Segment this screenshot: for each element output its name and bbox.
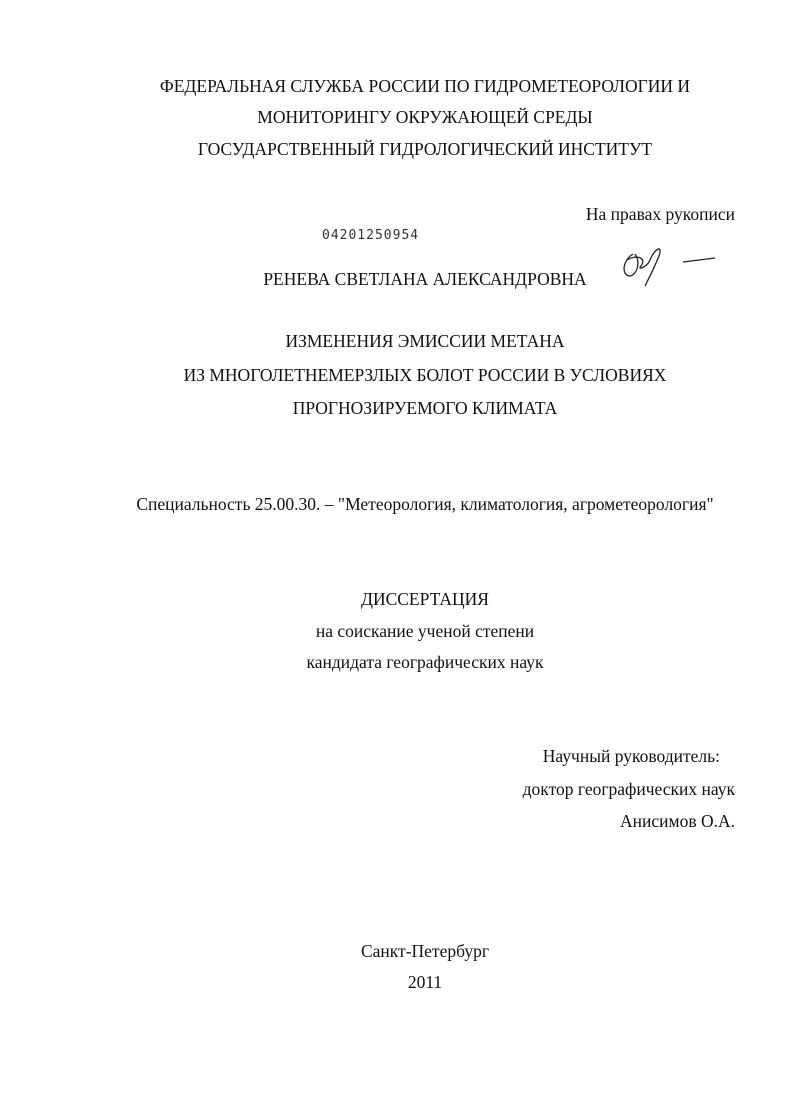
title-line-3: ПРОГНОЗИРУЕМОГО КЛИМАТА — [292, 398, 558, 418]
supervisor-name: Анисимов О.А. — [620, 811, 735, 831]
degree-line-2: на соискание ученой степени — [315, 621, 535, 641]
manuscript-note: На правах рукописи — [585, 204, 735, 224]
author-name: РЕНЕВА СВЕТЛАНА АЛЕКСАНДРОВНА — [263, 269, 587, 289]
supervisor-label: Научный руководитель: — [542, 746, 720, 766]
year: 2011 — [407, 972, 443, 992]
title-line-2: ИЗ МНОГОЛЕТНЕМЕРЗЛЫХ БОЛОТ РОССИИ В УСЛОВИЯХ — [183, 365, 667, 385]
title-line-1: ИЗМЕНЕНИЯ ЭМИССИИ МЕТАНА — [285, 331, 565, 351]
organization-line-3: ГОСУДАРСТВЕННЫЙ ГИДРОЛОГИЧЕСКИЙ ИНСТИТУТ — [197, 139, 653, 159]
specialty: Специальность 25.00.30. – "Метеорология, климатология, агрометеорология" — [136, 494, 714, 514]
degree-line-3: кандидата географических наук — [306, 652, 544, 672]
organization-line-2: МОНИТОРИНГУ ОКРУЖАЮЩЕЙ СРЕДЫ — [257, 107, 593, 127]
organization-line-1: ФЕДЕРАЛЬНАЯ СЛУЖБА РОССИИ ПО ГИДРОМЕТЕОРОЛОГИИ И — [159, 76, 691, 96]
signature-icon — [615, 240, 725, 290]
registration-number: 04201250954 — [322, 228, 420, 243]
degree-type: ДИССЕРТАЦИЯ — [361, 589, 489, 609]
supervisor-degree: доктор географических наук — [522, 779, 735, 799]
city: Санкт-Петербург — [360, 941, 490, 961]
